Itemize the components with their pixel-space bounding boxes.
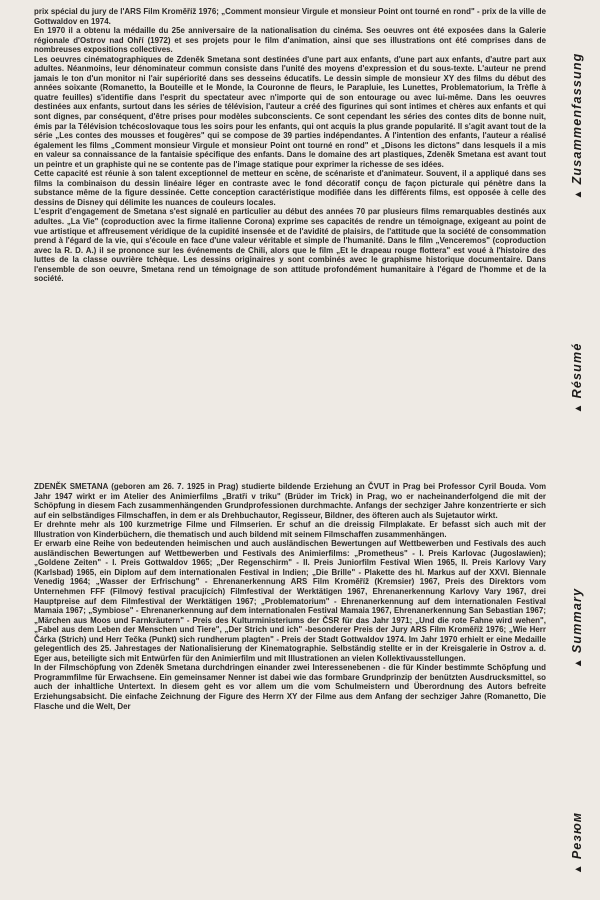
side-label-rezyume: ▲Резюм xyxy=(570,811,584,875)
language-sidebar xyxy=(560,0,594,900)
side-label-summary: ▲Summary xyxy=(570,587,584,669)
german-biography-column xyxy=(34,482,546,711)
resume-paragraph-4: Cette capacité est réunie à son talent exceptionnel de metteur en scène, de scénariste et d'animateur. Souvent, il a appliqué dans ses films la combinaison du dessin linéaire léger en contraste avec le fond décoratif conçu de façon picturale qui pénètre dans la substance même de la figure dessinée. Cette conception caractéristique modifiée dans les différents films, est opposée à celle des dessins de Disney qui délimite les nuances de couleurs locales. xyxy=(34,169,546,207)
side-label-zusammenfassung: ▲Zusammenfassung xyxy=(570,52,584,200)
resume-paragraph-5: L'esprit d'engagement de Smetana s'est signalé en particulier au début des années 70 par plusieurs films remarquables destinés aux adultes. „La Vie" (coproduction avec la firme italienne Corona) exprime ses capacités de rendre un témoignage, exigeant au point de vue artistique et affreusement véridique de la cupidité insensée et de l'avidité de plaisirs, de l'attitude que la société de consommation prend à l'égard de la vie, qui s'écoule en face d'une valeur véritable et simple de l'humanité. Dans le film „Venceremos" (coproduction avec la R. D. A.) il se prononce sur les événements de Chili, alors que le film „Et le drapeau rouge flottera" est voué à l'histoire des luttes de la classe ouvrière tchèque. Les dessins originaires y sont combinés avec le graphisme historique documentaire. Dans l'ensemble de son oeuvre, Smetana rend un témoignage de son attitude profondément humanitaire à l'égard de l'homme et de la société. xyxy=(34,207,546,284)
triangle-marker-icon: ▲ xyxy=(573,863,584,875)
triangle-marker-icon: ▲ xyxy=(573,188,584,200)
french-resume-column xyxy=(34,7,546,284)
biography-paragraph-4: In der Filmschöpfung von Zdeněk Smetana durchdringen einander zwei Interessenebenen - die für Kinder bestimmte Schöpfung und Programmfilme für Erwachsene. Ein gemeinsamer Nenner ist dabei wie das formbare Grundprinzip der benützten Ausdrucksmittel, so auch der inhaltliche Untertext. In diesem geht es vor allem um die vom Schulmeistern und Überordnung des Autors befreite Erziehungsabsicht. Die einfache Zeichnung der Figure des Herrn XY der Filme aus dem Anfang der sechziger Jahre (Romanetto, Die Flasche und die Welt, Der xyxy=(34,663,546,711)
biography-paragraph-3: Er erwarb eine Reihe von bedeutenden heimischen und auch ausländischen Bewertungen auf Wettbewerben und Festivals des auch ausländischen Bewertungen auf Wettbewerben und Festivals des Animierfilms: „Prometheus" - I. Preis Karlovac (Jugoslawien); „Goldene Zeiten" - I. Preis Gottwaldov 1965; „Der Regenschirm" - II. Preis Juniorfilm Festival Wien 1965, II. Preis Karlovy Vary (Karlsbad) 1965, ein Diplom auf dem internationalen Festival in Indien; „Die Brille" - Plakette des hl. Markus auf der XXVI. Biennale Venedig 1964; „Wasser der Erfrischung" - Ehrenanerkennung ARS Film Kroměříž (Kremsier) 1967, Preis des Direktors vom Unternehmen FFF (Filmový festival pracujících) Filmfestival der Werktätigen 1967, Ehrenanerkennung Karlovy Vary 1967, drei Hauptpreise auf dem Filmfestival der Werktätigen 1967; „Problematorium" - Ehrenanerkennung auf dem internationalen Festival Mamaia 1967; „Symbiose" - Ehrenanerkennung auf dem internationalen Festival Mamaia 1967, Ehrenanerkennung San Sebastian 1967; „Märchen aus Moos und Farnkräutern" - Preis des Kulturministeriums der ČSR für das Jahr 1971; „Und die rote Fahne wird wehen", „Fabel aus dem Leben der Menschen und Tiere", „Der Strich und ich" -besonderer Preis der Jury ARS Film Kroměříž 1976; „Wie Herr Čárka (Strich) und Herr Tečka (Punkt) sich rundherum plagten" - Preis der Stadt Gottwaldov 1974. Im Jahr 1970 erhielt er eine Medaille gelegentlich des 25. Jahrestages der Nationalisierung der Kinematographie. Selbständig stellte er in der Kreisgalerie in Ostrov a. d. Eger aus, beteiligte sich mit Entwürfen für den Animierfilm und mit Illustrationen an vielen Kollektivausstellungen. xyxy=(34,539,546,663)
side-label-resume: ▲Résumé xyxy=(570,342,584,414)
biography-paragraph-1: ZDENĚK SMETANA (geboren am 26. 7. 1925 in Prag) studierte bildende Erziehung an ČVUT in Prag bei Professor Cyril Bouda. Vom Jahr 1947 wirkt er im Atelier des Animierfilms „Bratři v triku" (Brüder im Trick) in Prag, wo er nacheinanderfolgend die mit der Schöpfung in diesem Fach zusammenhängenden Grundprofessionen durchmachte. Anfangs der sechziger Jahre konzentrierte er sich auf ein selbständiges Filmschaffen, in dem er als Drehbuchautor, Regisseur, Bildner, des öfteren auch als Sujetautor wirkt. xyxy=(34,482,546,520)
resume-paragraph-2: En 1970 il a obtenu la médaille du 25e anniversaire de la nationalisation du cinéma. Ses oeuvres ont été exposées dans la Galerie régionale d'Ostrov nad Ohří (1972) et ses projets pour le film d'animation, ainsi que ses illustrations ont été comprises dans de nombreuses expositions collectives. xyxy=(34,26,546,55)
resume-paragraph-3: Les oeuvres cinématographiques de Zdeněk Smetana sont destinées d'une part aux enfants, d'une part aux enfants, d'autre part aux adultes. Néanmoins, leur dénominateur commun consiste dans l'unité des moyens d'expression et du sous-texte. L'auteur ne prend jamais le ton d'un monitor ni l'air supériorité dans ses desseins éducatifs. Le dessin simple de monsieur XY des films du début des années soixante (Romanetto, la Bouteille et le Monde, la Couronne de fleurs, le Parapluie, les Lunettes, Problematorium, la Trèfle à quatre feuilles) s'identifie dans l'esprit du spectateur avec n'importe qui de son entourage ou avec lui-même. Dans les oeuvres destinées aux enfants, surtout dans les séries de télévision, l'auteur a créé des figurines qui sont intimes et chères aux enfants et qui sont dignes, par conséquent, d'être prises pour modèles subconscients. Ce sont cependant les séries des contes dits de bonne nuit, émis par la Télévision tchécoslovaque tous les soirs pour les enfants, qui ont acquis la plus grande popularité. Il s'agit avant tout de la série „Les contes des mousses et fougères" qui se compose de 39 parties indépendantes. A l'intention des enfants, l'auteur a réalisé également les films „Comment monsieur Virgule et monsieur Point ont tourné en rond" et „Disons les dictons" dans lesquels il a mis en valeur sa connaissance de la fantaisie spécifique des enfants. Dans le domaine des art plastiques, Zdeněk Smetana est avant tout un peintre et un graphiste qui ne se contente pas de l'image statique pour exprimer la richesse de ses idées. xyxy=(34,54,546,169)
triangle-marker-icon: ▲ xyxy=(573,402,584,414)
resume-paragraph-1: prix spécial du jury de l'ARS Film Kroměříž 1976; „Comment monsieur Virgule et monsieur Point ont tourné en rond" - prix de la ville de Gottwaldov en 1974. xyxy=(34,7,546,26)
triangle-marker-icon: ▲ xyxy=(573,657,584,669)
biography-paragraph-2: Er drehnte mehr als 100 kurzmetrige Filme und Filmserien. Er schuf an die dreissig Filmplakate. Er befasst sich auch mit der Illustration von Kinderbüchern, die thematisch und auch bildend mit seinem Filmschaffen zusammenhängen. xyxy=(34,520,546,539)
